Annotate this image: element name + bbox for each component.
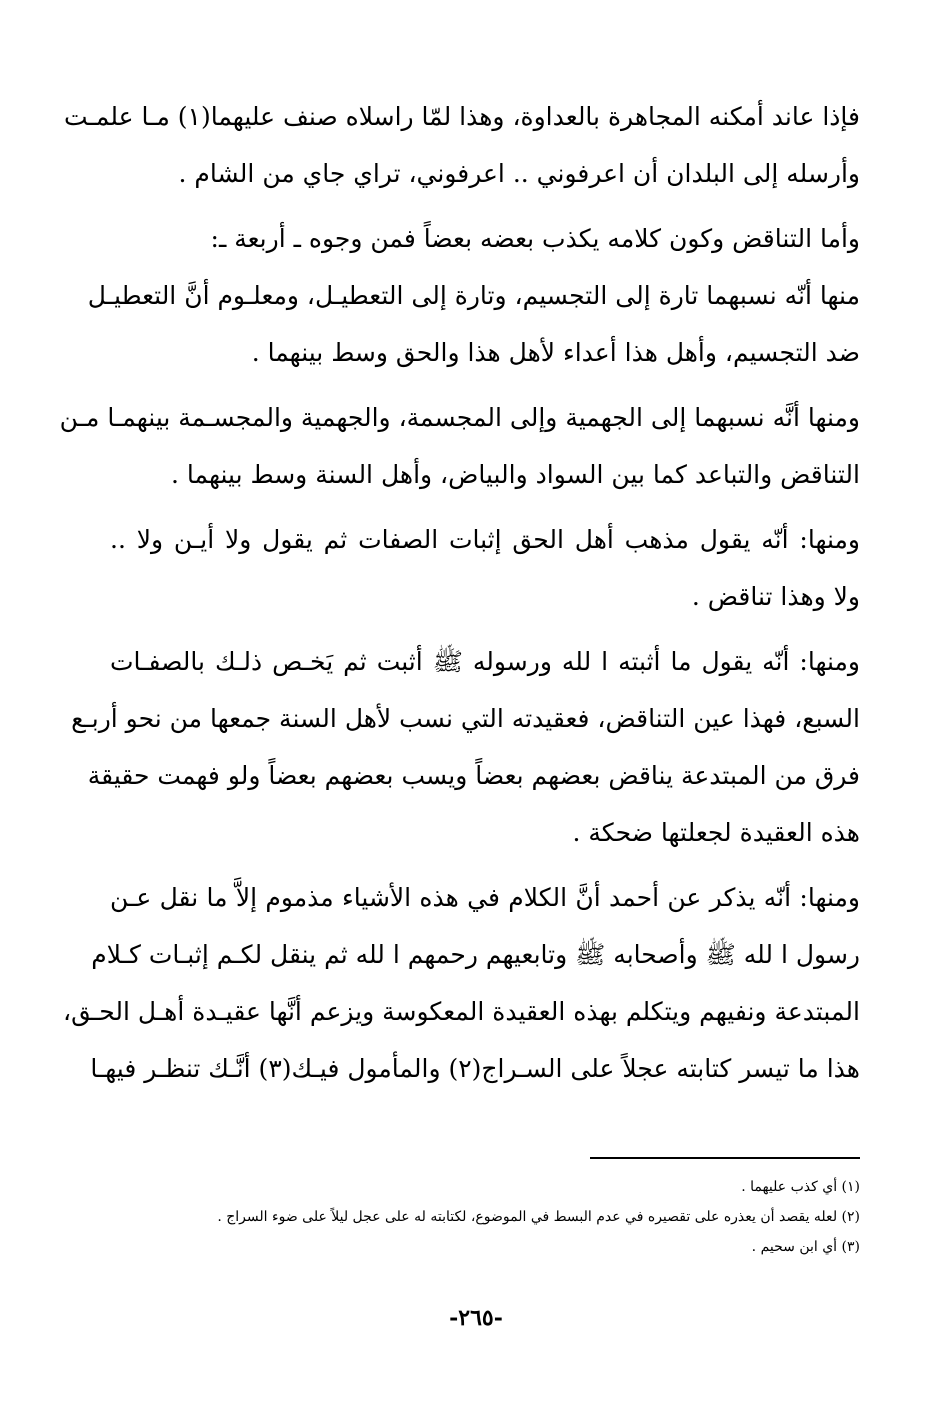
text-line: ومنها: أنّه يقول ما أثبته ا لله ورسوله ﷺ أثبت ثم يَخـص ذلـك بالصفـات <box>110 647 860 676</box>
text-line: ضد التجسيم، وأهل هذا أعداء لأهل هذا والحق وسط بينهما . <box>251 338 860 367</box>
text-line: هذه العقيدة لجعلتها ضحكة . <box>572 818 860 847</box>
text-line: ومنها: أنّه يذكر عن أحمد أنَّ الكلام في هذه الأشياء مذموم إلاَّ ما نقل عـن <box>110 883 860 912</box>
text-line: وأرسله إلى البلدان أن اعرفوني .. اعرفوني، تراي جاي من الشام . <box>178 159 860 188</box>
text-line: فإذا عاند أمكنه المجاهرة بالعداوة، وهذا لمّا راسلاه صنف عليهما(١) مـا علمـت <box>64 102 860 131</box>
text-line: رسول ا لله ﷺ وأصحابه ﷺ وتابعيهم رحمهم ا لله ثم ينقل لكـم إثبـات كـلام <box>91 940 860 969</box>
text-line: هذا ما تيسر كتابته عجلاً على السـراج(٢) والمأمول فيـك(٣) أنَّـك تنظـر فيهـا <box>90 1054 860 1083</box>
footnote: (٢) لعله يقصد أن يعذره على تقصيره في عدم البسط في الموضوع، لكتابته له على عجل ليلاً على ضوء السراج . <box>217 1209 860 1225</box>
text-line: فرق من المبتدعة يناقض بعضهم بعضاً ويسب بعضهم بعضاً ولو فهمت حقيقة <box>87 761 860 790</box>
body-text <box>59 92 860 1101</box>
footnote: (٣) أي ابن سحيم . <box>751 1239 860 1255</box>
text-line: ومنها: أنّه يقول مذهب أهل الحق إثبات الصفات ثم يقول ولا أيـن ولا .. <box>110 525 860 554</box>
text-line: منها أنّه نسبهما تارة إلى التجسيم، وتارة إلى التعطيـل، ومعلـوم أنَّ التعطيـل <box>87 281 860 310</box>
footnotes <box>110 1172 860 1262</box>
text-line: التناقض والتباعد كما بين السواد والبياض، وأهل السنة وسط بينهما . <box>171 460 860 489</box>
text-line: ومنها أنَّه نسبهما إلى الجهمية وإلى المجسمة، والجهمية والمجسـمة بينهمـا مـن <box>59 403 860 432</box>
page-number: -٢٦٥- <box>449 1305 503 1331</box>
text-line: المبتدعة ونفيهم ويتكلم بهذه العقيدة المعكوسة ويزعم أنَّها عقيـدة أهـل الحـق، <box>63 997 860 1026</box>
footnote: (١) أي كذب عليهما . <box>741 1179 860 1195</box>
text-line: وأما التناقض وكون كلامه يكذب بعضه بعضاً فمن وجوه ـ أربعة ـ: <box>210 224 860 253</box>
footnote-separator <box>590 1157 860 1159</box>
text-line: ولا وهذا تناقض . <box>691 582 860 611</box>
text-line: السبع، فهذا عين التناقض، فعقيدته التي نسب لأهل السنة جمعها من نحو أربـع <box>71 704 860 733</box>
